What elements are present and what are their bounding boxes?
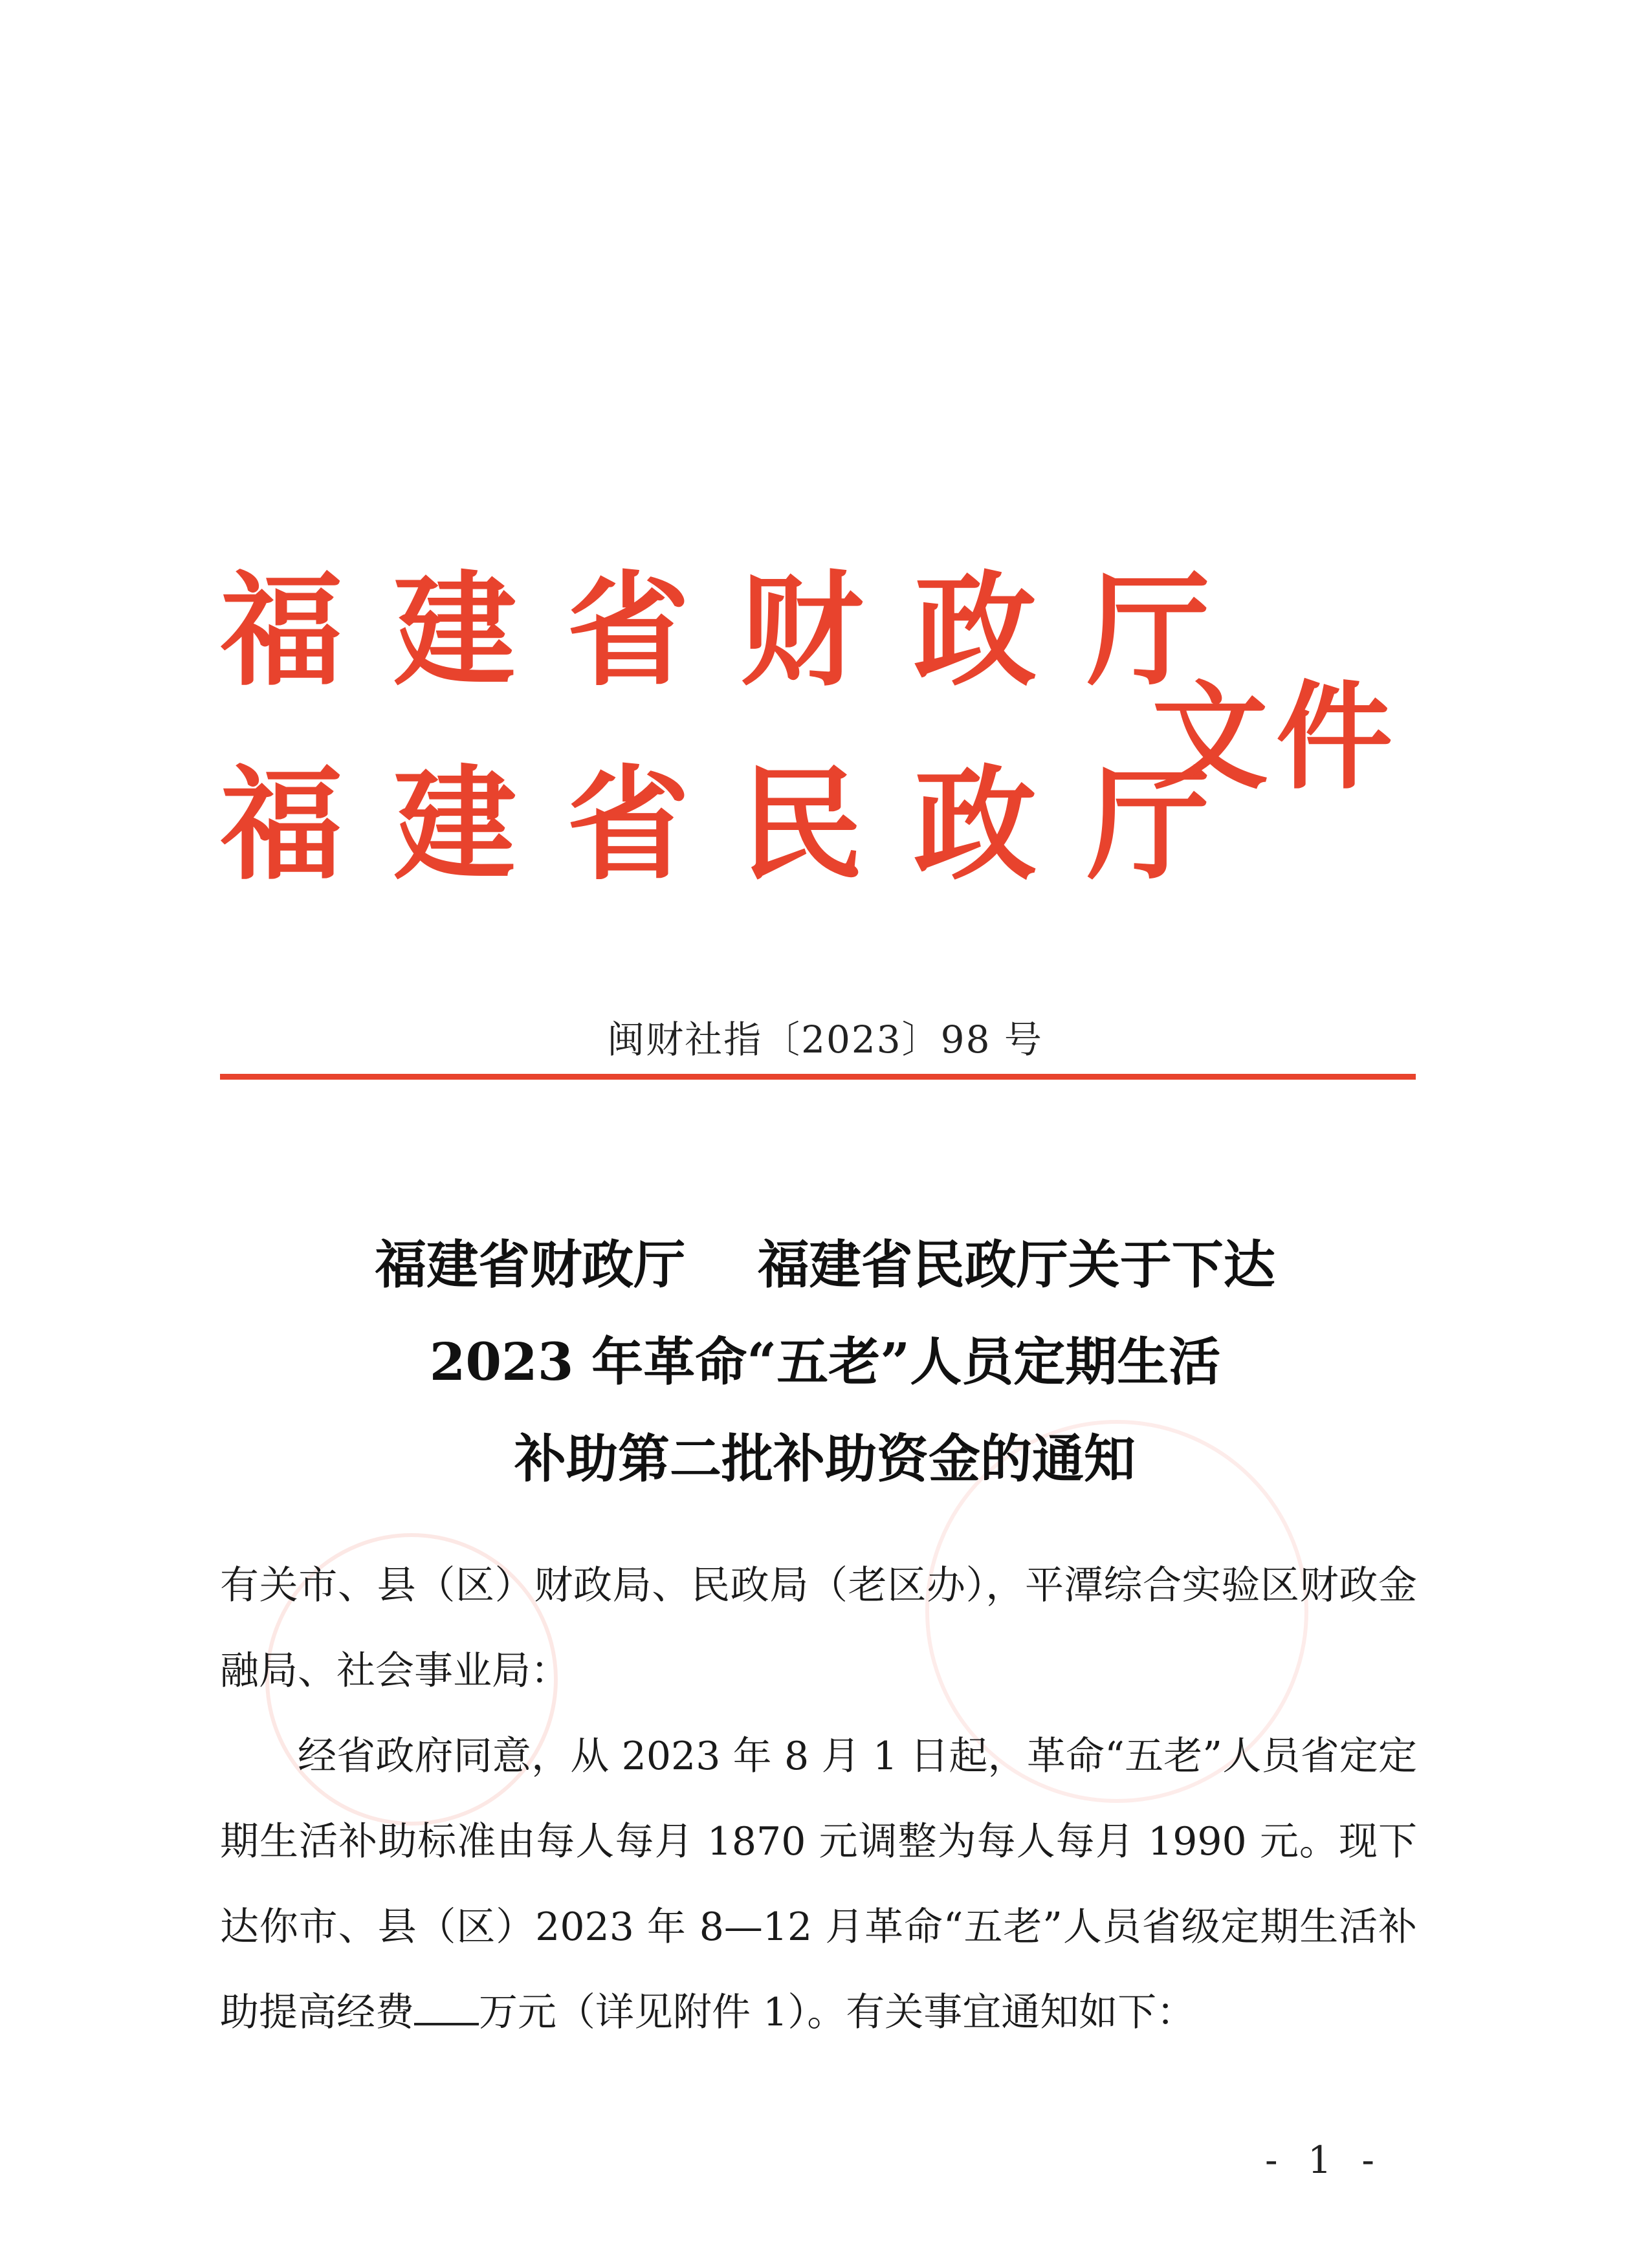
body-paragraph-1 <box>220 1714 1417 2055</box>
body-paragraph-1-text: 经省政府同意，从 2023 年 8 月 1 日起，革命“五老”人员省定定期生活补助标准由每人每月 1870 元调整为每人每月 1990 元。现下达你市、县（区）2023 年 8—12 月革命“五老”人员省级定期生活补助提高经费 <box>220 1734 1417 2035</box>
title-line-3: 补助第二批补助资金的通知 <box>514 1428 1136 1489</box>
document-title <box>0 1216 1650 1507</box>
masthead-issuer-finance: 福建省财政厅 <box>220 558 1261 703</box>
masthead-document-label: 文件 <box>1152 669 1401 805</box>
body-paragraph-1-text-end: 万元（详见附件 1）。有关事宜通知如下： <box>479 1990 1196 2035</box>
red-divider-line <box>220 1074 1416 1080</box>
title-line-1: 福建省财政厅 福建省民政厅关于下达 <box>375 1234 1275 1295</box>
document-body <box>220 1543 1417 2055</box>
masthead-issuer-civil-affairs: 福建省民政厅 <box>220 752 1261 897</box>
red-masthead <box>220 558 1449 906</box>
recipients-paragraph: 有关市、县（区）财政局、民政局（老区办），平潭综合实验区财政金融局、社会事业局： <box>220 1563 1417 1694</box>
amount-blank <box>414 1990 479 2025</box>
page-number: - 1 - <box>1265 2138 1383 2182</box>
document-number: 闽财社指〔2023〕98 号 <box>607 1018 1043 1062</box>
title-line-2: 2023 年革命“五老”人员定期生活 <box>429 1331 1221 1392</box>
